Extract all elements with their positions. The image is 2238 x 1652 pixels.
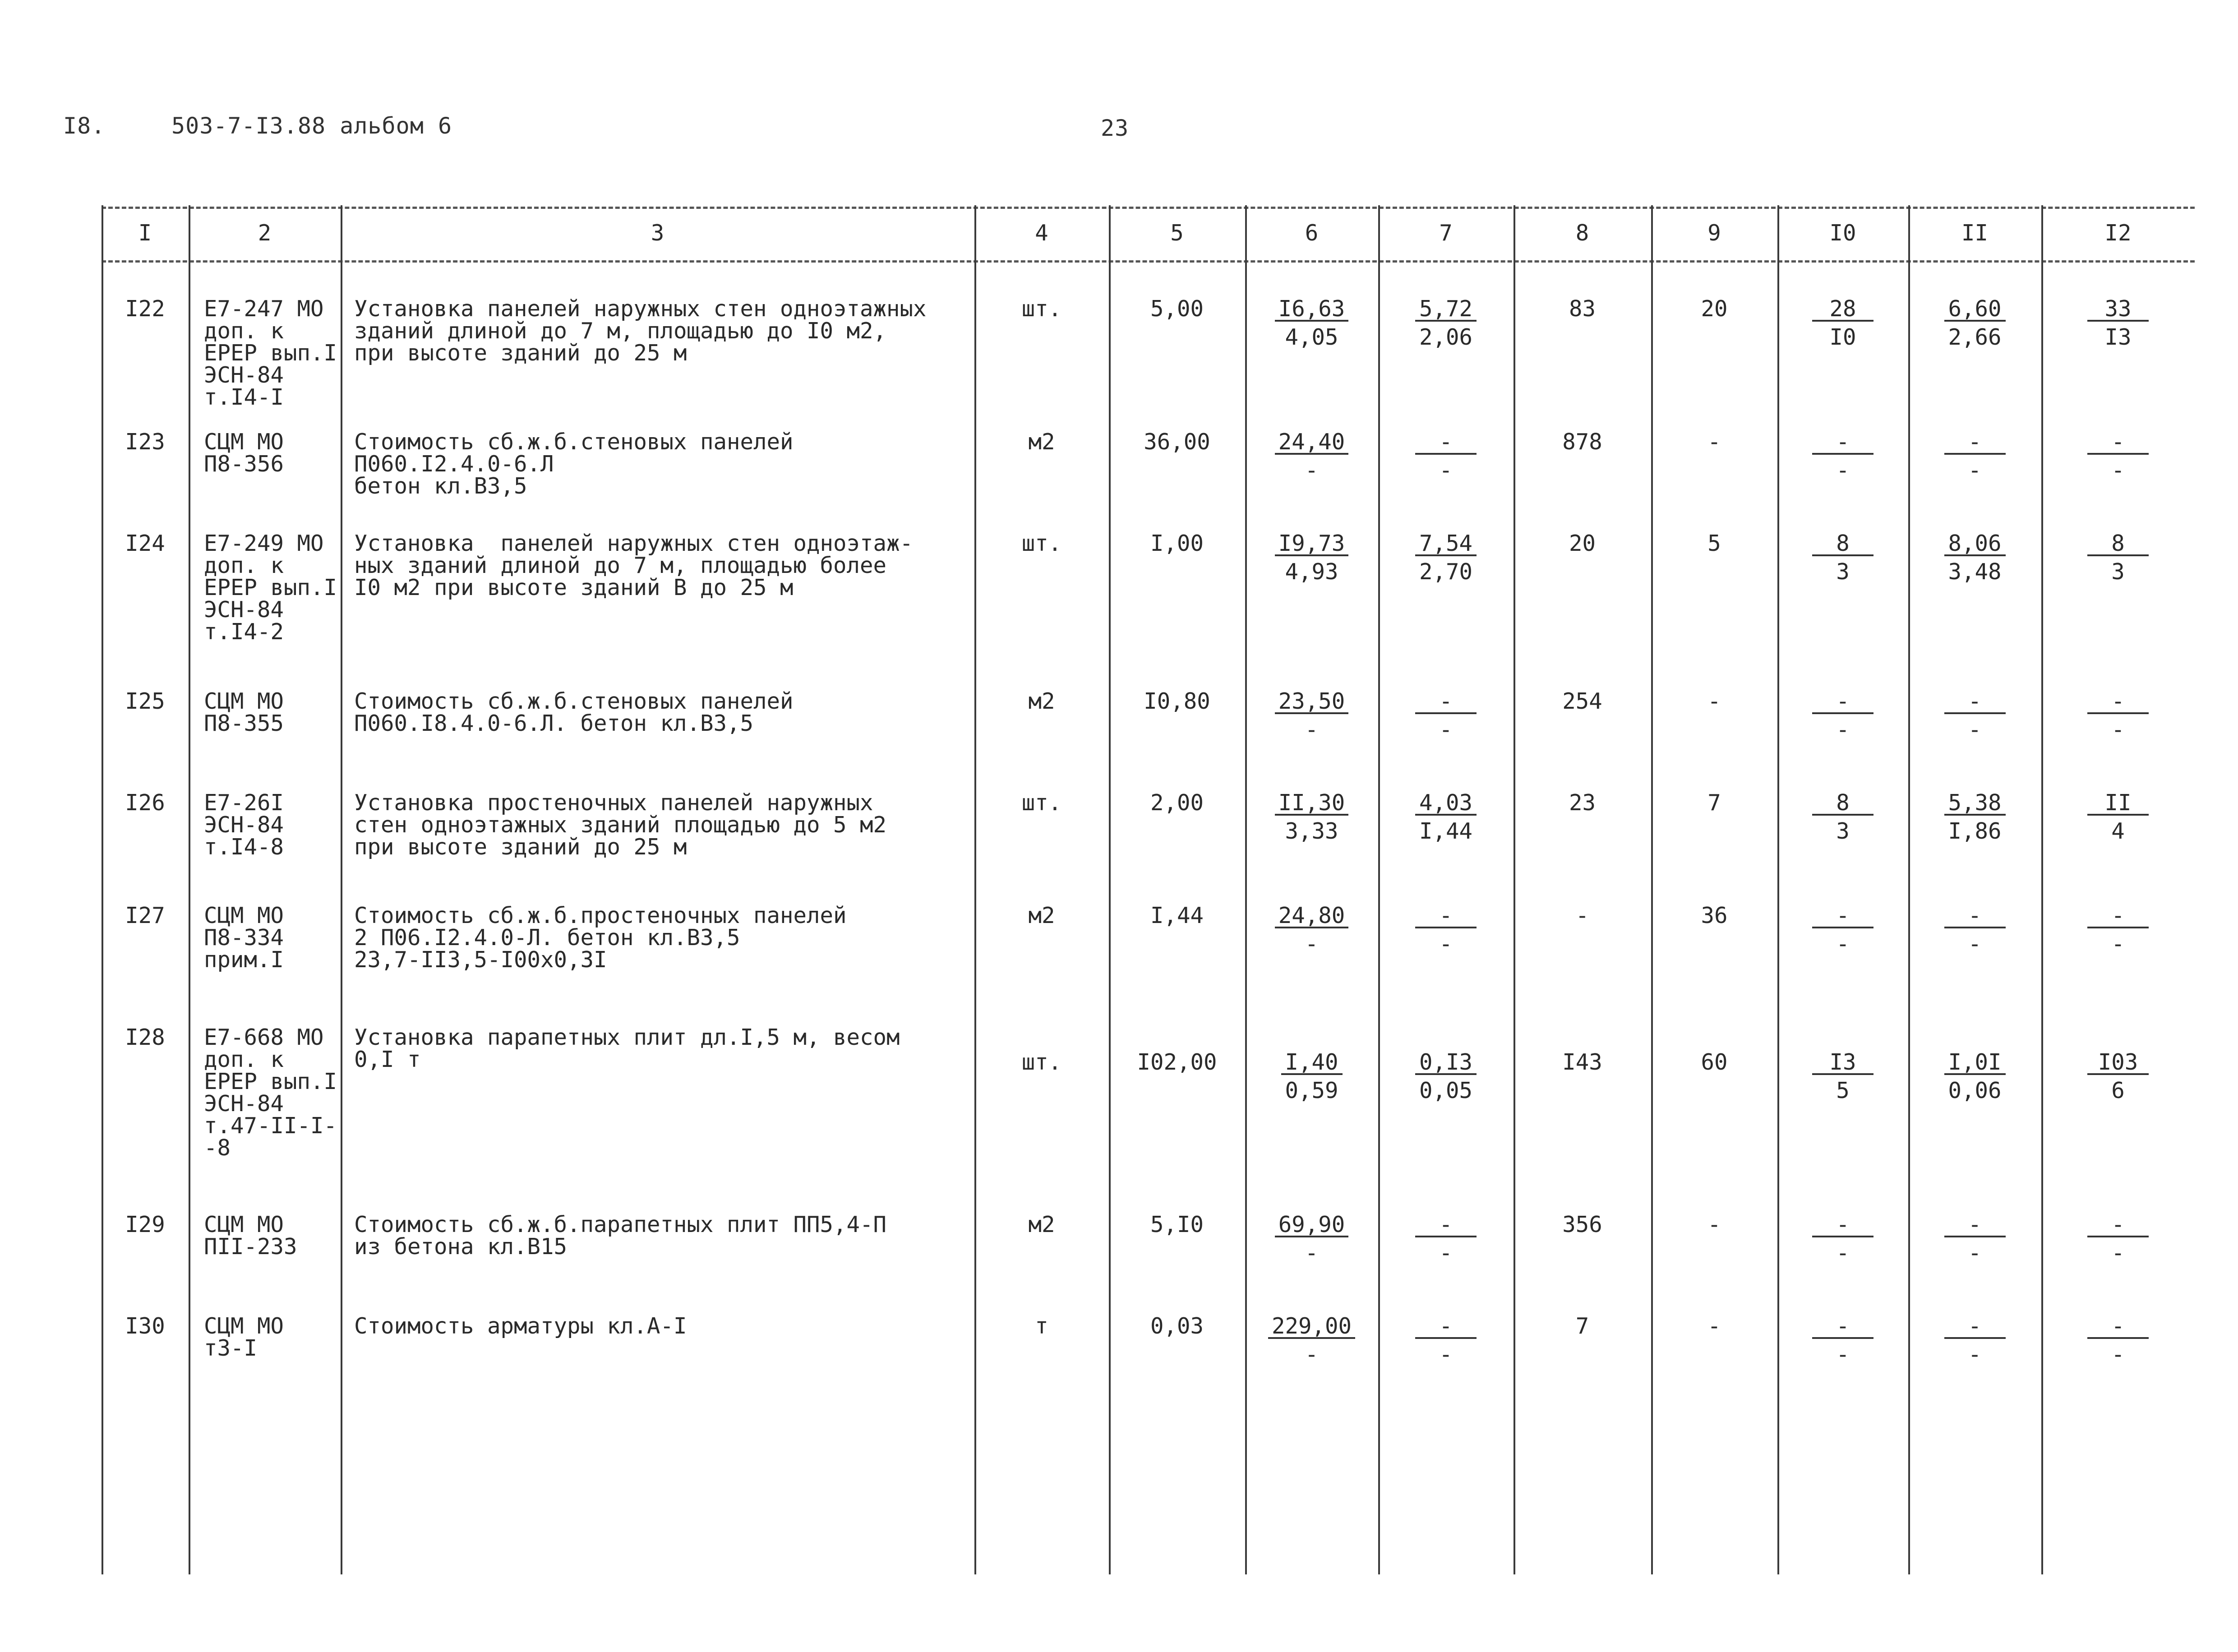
- column-rule: [341, 205, 342, 1574]
- fraction-numerator: -: [1944, 1214, 2006, 1237]
- quantity: 5,00: [1150, 296, 1204, 322]
- column-rule: [2041, 205, 2043, 1574]
- work-description: Установка панелей наружных стен одноэтаж- ных зданий длиной до 7 м, площадью более I0 м2 при высоте зданий В до 25 м: [354, 531, 914, 600]
- column-header: 3: [651, 220, 664, 246]
- column-9-value: -: [1707, 688, 1721, 714]
- fraction-denominator: I3: [2104, 324, 2132, 350]
- fraction-denominator: -: [1439, 1342, 1453, 1367]
- column-8-value: 356: [1562, 1212, 1602, 1237]
- fraction-numerator: -: [1415, 1315, 1477, 1339]
- column-8-value: 20: [1569, 531, 1596, 556]
- work-description: Установка парапетных плит дл.I,5 м, весом 0,I т: [354, 1024, 900, 1072]
- fraction-cell: [2073, 792, 2163, 842]
- fraction-cell: [1930, 431, 2020, 481]
- fraction-cell: [1798, 904, 1888, 955]
- column-rule: [1245, 205, 1247, 1574]
- fraction-numerator: 23,50: [1275, 690, 1349, 714]
- row-number: I23: [125, 429, 165, 455]
- page-number: 23: [1101, 115, 1129, 141]
- fraction-numerator: 5,72: [1415, 298, 1477, 322]
- column-9-value: 36: [1701, 903, 1728, 928]
- work-description: Установка простеночных панелей наружных стен одноэтажных зданий площадью до 5 м2 при высоте зданий до 25 м: [354, 790, 887, 860]
- fraction-denominator: I,44: [1419, 818, 1472, 844]
- norm-code: Е7-26I ЭСН-84 т.I4-8: [204, 790, 284, 860]
- fraction-denominator: -: [1305, 457, 1319, 483]
- row-number: I28: [125, 1024, 165, 1050]
- column-header: 4: [1035, 220, 1048, 246]
- row-number: I26: [125, 790, 165, 816]
- quantity: I02,00: [1137, 1049, 1217, 1075]
- fraction-cell: [1267, 431, 1357, 481]
- row-number: I27: [125, 903, 165, 928]
- work-description: Установка панелей наружных стен одноэтажных зданий длиной до 7 м, площадью до I0 м2, при высоте зданий до 25 м: [354, 296, 927, 366]
- fraction-denominator: I,86: [1948, 818, 2002, 844]
- fraction-denominator: 4,93: [1285, 559, 1338, 585]
- column-8-value: I43: [1562, 1049, 1602, 1075]
- norm-code: СЦМ МО ПII-233: [204, 1212, 297, 1260]
- fraction-denominator: -: [1305, 1240, 1319, 1266]
- work-description: Стоимость сб.ж.б.стеновых панелей П060.I2.4.0-6.Л бетон кл.В3,5: [354, 429, 794, 499]
- row-number: I25: [125, 688, 165, 714]
- fraction-numerator: -: [2087, 690, 2149, 714]
- fraction-numerator: I6,63: [1275, 298, 1349, 322]
- fraction-numerator: -: [1812, 690, 1873, 714]
- fraction-cell: [1930, 1214, 2020, 1264]
- fraction-cell: [1267, 1315, 1357, 1366]
- column-rule: [102, 205, 103, 1574]
- fraction-numerator: I03: [2087, 1051, 2149, 1075]
- column-8-value: 83: [1569, 296, 1596, 322]
- fraction-numerator: -: [2087, 431, 2149, 455]
- work-description: Стоимость сб.ж.б.парапетных плит ПП5,4-П из бетона кл.В15: [354, 1212, 887, 1260]
- work-description: Стоимость сб.ж.б.простеночных панелей 2 П06.I2.4.0-Л. бетон кл.В3,5 23,7-II3,5-I00х0,3I: [354, 903, 847, 973]
- fraction-cell: [1798, 298, 1888, 348]
- fraction-denominator: -: [1305, 1342, 1319, 1367]
- unit-of-measure: шт.: [1021, 296, 1062, 322]
- unit-of-measure: шт.: [1021, 790, 1062, 816]
- header-bottom-rule: [102, 260, 2195, 263]
- unit-of-measure: м2: [1028, 688, 1055, 714]
- quantity: 36,00: [1144, 429, 1210, 455]
- fraction-denominator: 0,06: [1948, 1078, 2002, 1103]
- fraction-numerator: I,40: [1281, 1051, 1343, 1075]
- fraction-denominator: 4,05: [1285, 324, 1338, 350]
- fraction-cell: [1798, 532, 1888, 583]
- column-9-value: 5: [1707, 531, 1721, 556]
- fraction-denominator: -: [1439, 717, 1453, 743]
- fraction-numerator: 0,I3: [1415, 1051, 1477, 1075]
- column-9-value: 20: [1701, 296, 1728, 322]
- fraction-cell: [2073, 298, 2163, 348]
- column-8-value: 7: [1575, 1313, 1589, 1339]
- norm-code: Е7-668 МО доп. к ЕРЕР вып.I ЭСН-84 т.47-II-I- -8: [204, 1024, 337, 1161]
- fraction-cell: [1930, 792, 2020, 842]
- norm-code: Е7-249 МО доп. к ЕРЕР вып.I ЭСН-84 т.I4-2: [204, 531, 337, 645]
- fraction-cell: [1798, 1051, 1888, 1102]
- fraction-numerator: -: [1415, 431, 1477, 455]
- fraction-denominator: 4: [2111, 818, 2125, 844]
- column-header: 6: [1305, 220, 1319, 246]
- sheet-number: I8.: [63, 113, 106, 139]
- fraction-numerator: II,30: [1275, 792, 1349, 816]
- fraction-denominator: -: [1836, 1240, 1850, 1266]
- quantity: I0,80: [1144, 688, 1210, 714]
- unit-of-measure: м2: [1028, 1212, 1055, 1237]
- quantity: 0,03: [1150, 1313, 1204, 1339]
- fraction-cell: [2073, 904, 2163, 955]
- fraction-cell: [1798, 431, 1888, 481]
- fraction-denominator: 0,05: [1419, 1078, 1472, 1103]
- row-number: I24: [125, 531, 165, 556]
- fraction-numerator: 24,80: [1275, 904, 1349, 928]
- fraction-numerator: -: [1812, 1214, 1873, 1237]
- column-header: I0: [1829, 220, 1856, 246]
- fraction-denominator: -: [2111, 1240, 2125, 1266]
- fraction-cell: [2073, 1214, 2163, 1264]
- fraction-denominator: 5: [1836, 1078, 1850, 1103]
- column-rule: [1651, 205, 1653, 1574]
- unit-of-measure: шт.: [1021, 1049, 1062, 1075]
- fraction-numerator: 69,90: [1275, 1214, 1349, 1237]
- fraction-cell: [1267, 904, 1357, 955]
- fraction-cell: [2073, 1051, 2163, 1102]
- fraction-denominator: 2,66: [1948, 324, 2002, 350]
- fraction-cell: [2073, 532, 2163, 583]
- fraction-numerator: -: [1944, 690, 2006, 714]
- fraction-cell: [1401, 792, 1491, 842]
- unit-of-measure: м2: [1028, 429, 1055, 455]
- norm-code: СЦМ МО П8-356: [204, 429, 284, 477]
- fraction-numerator: -: [1944, 431, 2006, 455]
- column-rule: [1908, 205, 1910, 1574]
- row-number: I29: [125, 1212, 165, 1237]
- fraction-denominator: 3: [1836, 818, 1850, 844]
- quantity: 2,00: [1150, 790, 1204, 816]
- norm-code: СЦМ МО П8-355: [204, 688, 284, 736]
- fraction-cell: [1401, 690, 1491, 741]
- quantity: I,00: [1150, 531, 1204, 556]
- fraction-numerator: -: [1415, 904, 1477, 928]
- fraction-cell: [1930, 1051, 2020, 1102]
- fraction-cell: [1798, 690, 1888, 741]
- fraction-denominator: -: [1968, 457, 1982, 483]
- column-8-value: 254: [1562, 688, 1602, 714]
- fraction-numerator: I,0I: [1944, 1051, 2006, 1075]
- column-9-value: -: [1707, 1313, 1721, 1339]
- fraction-numerator: I9,73: [1275, 532, 1349, 556]
- fraction-cell: [1401, 904, 1491, 955]
- fraction-denominator: 6: [2111, 1078, 2125, 1103]
- column-9-value: -: [1707, 1212, 1721, 1237]
- column-9-value: 60: [1701, 1049, 1728, 1075]
- unit-of-measure: м2: [1028, 903, 1055, 928]
- fraction-cell: [1930, 532, 2020, 583]
- fraction-denominator: I0: [1829, 324, 1856, 350]
- fraction-numerator: 24,40: [1275, 431, 1349, 455]
- column-header: I2: [2104, 220, 2132, 246]
- fraction-denominator: -: [2111, 457, 2125, 483]
- fraction-cell: [1401, 431, 1491, 481]
- fraction-cell: [2073, 1315, 2163, 1366]
- fraction-numerator: -: [2087, 1214, 2149, 1237]
- fraction-cell: [1267, 1051, 1357, 1102]
- fraction-numerator: I3: [1812, 1051, 1873, 1075]
- fraction-denominator: -: [2111, 931, 2125, 957]
- fraction-denominator: -: [1968, 1240, 1982, 1266]
- fraction-cell: [1401, 1051, 1491, 1102]
- fraction-cell: [1267, 1214, 1357, 1264]
- fraction-cell: [1798, 1315, 1888, 1366]
- fraction-numerator: -: [1944, 1315, 2006, 1339]
- fraction-cell: [1401, 1214, 1491, 1264]
- fraction-cell: [1930, 1315, 2020, 1366]
- fraction-denominator: 3: [2111, 559, 2125, 585]
- fraction-denominator: -: [1836, 1342, 1850, 1367]
- fraction-cell: [1401, 298, 1491, 348]
- column-8-value: 23: [1569, 790, 1596, 816]
- column-8-value: -: [1575, 903, 1589, 928]
- fraction-numerator: 6,60: [1944, 298, 2006, 322]
- fraction-numerator: -: [1812, 904, 1873, 928]
- fraction-cell: [1401, 532, 1491, 583]
- fraction-cell: [1930, 904, 2020, 955]
- column-header: 8: [1575, 220, 1589, 246]
- fraction-cell: [1401, 1315, 1491, 1366]
- fraction-numerator: -: [2087, 1315, 2149, 1339]
- fraction-cell: [1930, 690, 2020, 741]
- table-top-rule: [102, 207, 2195, 209]
- fraction-cell: [1930, 298, 2020, 348]
- fraction-denominator: -: [1968, 931, 1982, 957]
- column-rule: [974, 205, 976, 1574]
- fraction-numerator: 8: [2087, 532, 2149, 556]
- fraction-denominator: 3: [1836, 559, 1850, 585]
- fraction-cell: [1798, 792, 1888, 842]
- fraction-numerator: -: [2087, 904, 2149, 928]
- fraction-numerator: 5,38: [1944, 792, 2006, 816]
- quantity: I,44: [1150, 903, 1204, 928]
- column-rule: [1378, 205, 1380, 1574]
- fraction-numerator: -: [1415, 1214, 1477, 1237]
- fraction-cell: [2073, 431, 2163, 481]
- column-rule: [1777, 205, 1779, 1574]
- fraction-denominator: -: [1836, 931, 1850, 957]
- fraction-numerator: 8: [1812, 792, 1873, 816]
- fraction-denominator: 2,70: [1419, 559, 1472, 585]
- fraction-denominator: 3,33: [1285, 818, 1338, 844]
- fraction-numerator: 33: [2087, 298, 2149, 322]
- fraction-denominator: -: [1968, 1342, 1982, 1367]
- fraction-denominator: -: [1439, 457, 1453, 483]
- column-header: 2: [258, 220, 272, 246]
- fraction-denominator: -: [1305, 717, 1319, 743]
- work-description: Стоимость сб.ж.б.стеновых панелей П060.I8.4.0-6.Л. бетон кл.В3,5: [354, 688, 794, 736]
- fraction-numerator: 4,03: [1415, 792, 1477, 816]
- fraction-denominator: -: [1305, 931, 1319, 957]
- column-rule: [1514, 205, 1515, 1574]
- unit-of-measure: т: [1035, 1313, 1048, 1339]
- fraction-cell: [1267, 298, 1357, 348]
- work-description: Стоимость арматуры кл.А-I: [354, 1313, 687, 1339]
- fraction-cell: [1267, 690, 1357, 741]
- norm-code: Е7-247 МО доп. к ЕРЕР вып.I ЭСН-84 т.I4-I: [204, 296, 337, 410]
- fraction-cell: [2073, 690, 2163, 741]
- column-header: II: [1961, 220, 1988, 246]
- column-header: 7: [1439, 220, 1453, 246]
- fraction-denominator: 2,06: [1419, 324, 1472, 350]
- fraction-numerator: 28: [1812, 298, 1873, 322]
- norm-code: СЦМ МО т3-I: [204, 1313, 284, 1361]
- column-rule: [189, 205, 190, 1574]
- fraction-numerator: 229,00: [1268, 1315, 1355, 1339]
- fraction-numerator: 8: [1812, 532, 1873, 556]
- fraction-numerator: -: [1812, 1315, 1873, 1339]
- column-header: I: [138, 220, 152, 246]
- row-number: I22: [125, 296, 165, 322]
- fraction-denominator: -: [1836, 717, 1850, 743]
- column-9-value: -: [1707, 429, 1721, 455]
- fraction-numerator: -: [1812, 431, 1873, 455]
- norm-code: СЦМ МО П8-334 прим.I: [204, 903, 284, 973]
- column-8-value: 878: [1562, 429, 1602, 455]
- fraction-denominator: -: [1439, 1240, 1453, 1266]
- fraction-numerator: 8,06: [1944, 532, 2006, 556]
- fraction-denominator: -: [1968, 717, 1982, 743]
- fraction-numerator: 7,54: [1415, 532, 1477, 556]
- column-header: 5: [1170, 220, 1184, 246]
- row-number: I30: [125, 1313, 165, 1339]
- fraction-cell: [1267, 532, 1357, 583]
- quantity: 5,I0: [1150, 1212, 1204, 1237]
- fraction-cell: [1798, 1214, 1888, 1264]
- fraction-numerator: II: [2087, 792, 2149, 816]
- column-rule: [1109, 205, 1111, 1574]
- fraction-numerator: -: [1944, 904, 2006, 928]
- fraction-denominator: -: [1836, 457, 1850, 483]
- unit-of-measure: шт.: [1021, 531, 1062, 556]
- fraction-denominator: -: [1439, 931, 1453, 957]
- fraction-denominator: 0,59: [1285, 1078, 1338, 1103]
- fraction-cell: [1267, 792, 1357, 842]
- fraction-numerator: -: [1415, 690, 1477, 714]
- column-header: 9: [1707, 220, 1721, 246]
- document-code: 503-7-I3.88 альбом 6: [171, 113, 452, 139]
- column-9-value: 7: [1707, 790, 1721, 816]
- fraction-denominator: -: [2111, 1342, 2125, 1367]
- fraction-denominator: -: [2111, 717, 2125, 743]
- fraction-denominator: 3,48: [1948, 559, 2002, 585]
